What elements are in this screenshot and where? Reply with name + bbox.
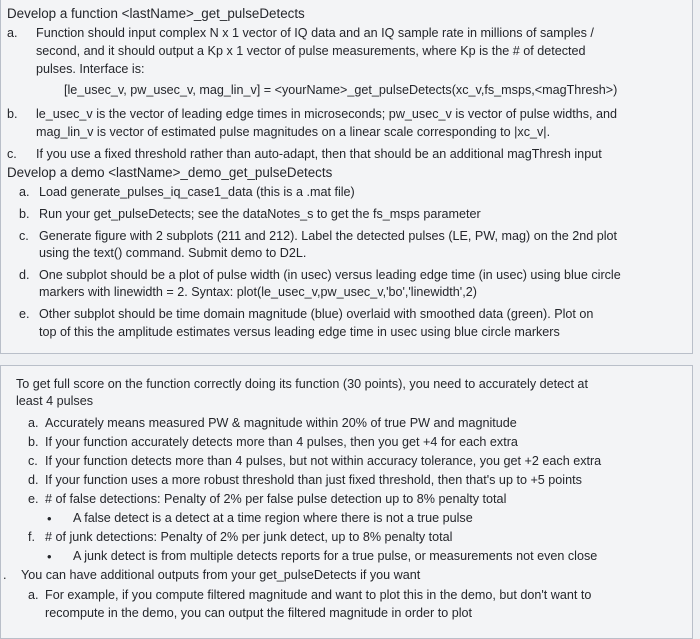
demo-item-e-line1: Other subplot should be time domain magnitude (blue) overlaid with smoothed data (green). Plot on bbox=[39, 307, 594, 321]
demo-item-d-line2: markers with linewidth = 2. Syntax: plot(le_usec_v,pw_usec_v,'bo','linewidth',2) bbox=[39, 285, 477, 299]
demo-item-d-line1: One subplot should be a plot of pulse width (in usec) versus leading edge time (in usec) using blue circle bbox=[39, 268, 621, 282]
function-heading: Develop a function <lastName>_get_pulseDetects bbox=[7, 6, 305, 21]
list-label: c. bbox=[7, 147, 17, 161]
criteria-e: # of false detections: Penalty of 2% per false pulse detection up to 8% penalty total bbox=[45, 492, 507, 506]
bullet-marker: • bbox=[47, 549, 52, 564]
criteria-b: If your function accurately detects more than 4 pulses, then you get +4 for each extra bbox=[45, 435, 518, 449]
grading-criteria-panel bbox=[0, 365, 693, 639]
item-a-line1: Function should input complex N x 1 vector of IQ data and an IQ sample rate in millions of samples / bbox=[36, 26, 594, 40]
list-label: a. bbox=[7, 26, 18, 40]
item-a-line3: pulses. Interface is: bbox=[36, 62, 145, 76]
demo-item-a: Load generate_pulses_iq_case1_data (this is a .mat file) bbox=[39, 185, 355, 199]
grading-intro-line2: least 4 pulses bbox=[16, 394, 94, 408]
list-label: a. bbox=[28, 416, 39, 430]
item-a-line2: second, and it should output a Kp x 1 vector of pulse measurements, where Kp is the # of detected bbox=[36, 44, 586, 58]
demo-item-b: Run your get_pulseDetects; see the dataNotes_s to get the fs_msps parameter bbox=[39, 207, 481, 221]
demo-item-e-line2: top of this the amplitude estimates versus leading edge time in usec using blue circle markers bbox=[39, 325, 560, 339]
criteria-e-sub: A false detect is a detect at a time region where there is not a true pulse bbox=[73, 511, 473, 525]
list-label: c. bbox=[28, 454, 38, 468]
criteria-c: If your function detects more than 4 pulses, but not within accuracy tolerance, you get +2 each extra bbox=[45, 454, 602, 468]
criteria-d: If your function uses a more robust threshold than just fixed threshold, then that's up to +5 points bbox=[45, 473, 582, 487]
demo-item-c-line1: Generate figure with 2 subplots (211 and 212). Label the detected pulses (LE, PW, mag) on the 2nd plot bbox=[39, 229, 618, 243]
item-b-line2: mag_lin_v is vector of estimated pulse magnitudes on a linear scale corresponding to |xc_v|. bbox=[36, 125, 551, 139]
list-label: f. bbox=[28, 530, 35, 544]
extra-outputs-note: You can have additional outputs from your get_pulseDetects if you want bbox=[21, 568, 421, 582]
demo-heading: Develop a demo <lastName>_demo_get_pulseDetects bbox=[7, 165, 333, 180]
extra-a-line1: For example, if you compute filtered magnitude and want to plot this in the demo, but don't want to bbox=[45, 588, 592, 602]
list-label: d. bbox=[19, 268, 30, 282]
item-c-line1: If you use a fixed threshold rather than auto-adapt, then that should be an additional magThresh input bbox=[36, 147, 602, 161]
list-label: c. bbox=[19, 229, 29, 243]
criteria-a: Accurately means measured PW & magnitude within 20% of true PW and magnitude bbox=[45, 416, 517, 430]
interface-signature: [le_usec_v, pw_usec_v, mag_lin_v] = <yourName>_get_pulseDetects(xc_v,fs_msps,<magThresh>) bbox=[64, 83, 618, 97]
list-label: a. bbox=[28, 588, 39, 602]
list-label: e. bbox=[28, 492, 39, 506]
criteria-f: # of junk detections: Penalty of 2% per junk detect, up to 8% penalty total bbox=[45, 530, 453, 544]
extra-a-line2: recompute in the demo, you can output the filtered magnitude in order to plot bbox=[45, 606, 473, 620]
list-label: a. bbox=[19, 185, 30, 199]
list-label: b. bbox=[28, 435, 39, 449]
list-label: d. bbox=[28, 473, 39, 487]
criteria-f-sub: A junk detect is from multiple detects reports for a true pulse, or measurements not even close bbox=[73, 549, 598, 563]
list-label: . bbox=[3, 568, 7, 582]
item-b-line1: le_usec_v is the vector of leading edge times in microseconds; pw_usec_v is vector of pulse widths, and bbox=[36, 107, 618, 121]
demo-item-c-line2: using the text() command. Submit demo to D2L. bbox=[39, 246, 307, 260]
list-label: e. bbox=[19, 307, 30, 321]
list-label: b. bbox=[19, 207, 30, 221]
grading-intro-line1: To get full score on the function correctly doing its function (30 points), you need to accurately detect at bbox=[16, 377, 588, 391]
list-label: b. bbox=[7, 107, 18, 121]
bullet-marker: • bbox=[47, 511, 52, 526]
